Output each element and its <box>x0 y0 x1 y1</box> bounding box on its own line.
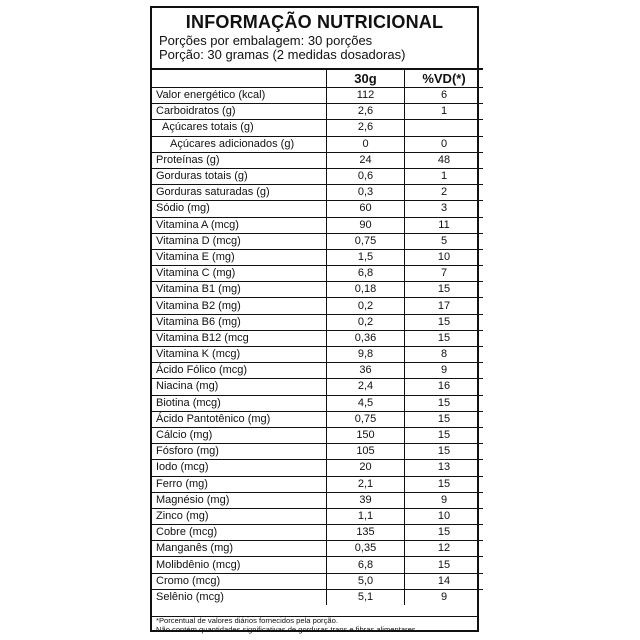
nutrient-name: Cromo (mcg) <box>152 573 327 589</box>
nutrient-amount: 0,36 <box>327 330 405 346</box>
nutrient-daily-value: 5 <box>405 233 484 249</box>
nutrient-daily-value: 48 <box>405 152 484 168</box>
nutrient-name: Iodo (mcg) <box>152 460 327 476</box>
nutrient-daily-value: 15 <box>405 411 484 427</box>
nutrient-name: Molibdênio (mcg) <box>152 557 327 573</box>
nutrient-amount: 0,2 <box>327 314 405 330</box>
table-row <box>152 104 483 120</box>
nutrient-daily-value: 6 <box>405 88 484 104</box>
nutrient-amount: 6,8 <box>327 557 405 573</box>
table-row <box>152 249 483 265</box>
nutrient-name: Valor energético (kcal) <box>152 88 327 104</box>
nutrient-amount: 6,8 <box>327 266 405 282</box>
table-row <box>152 217 483 233</box>
nutrient-amount: 2,6 <box>327 120 405 136</box>
table-row <box>152 136 483 152</box>
nutrient-amount: 0,75 <box>327 411 405 427</box>
nutrient-name: Vitamina C (mg) <box>152 266 327 282</box>
nutrition-facts-label <box>150 6 479 632</box>
table-row <box>152 476 483 492</box>
serving-size: Porção: 30 gramas (2 medidas dosadoras) <box>159 47 406 62</box>
nutrient-amount: 90 <box>327 217 405 233</box>
table-row <box>152 282 483 298</box>
nutrient-amount: 0,18 <box>327 282 405 298</box>
table-row <box>152 330 483 346</box>
table-row <box>152 492 483 508</box>
nutrient-amount: 2,4 <box>327 379 405 395</box>
nutrient-daily-value: 1 <box>405 168 484 184</box>
nutrient-name: Cobre (mcg) <box>152 525 327 541</box>
nutrient-amount: 105 <box>327 444 405 460</box>
nutrient-daily-value: 15 <box>405 314 484 330</box>
nutrient-daily-value: 15 <box>405 427 484 443</box>
nutrition-table <box>152 68 483 605</box>
nutrient-name: Vitamina A (mcg) <box>152 217 327 233</box>
nutrient-daily-value: 12 <box>405 541 484 557</box>
nutrient-name: Proteínas (g) <box>152 152 327 168</box>
header-amount: 30g <box>327 69 405 88</box>
nutrient-amount: 5,1 <box>327 589 405 605</box>
nutrient-amount: 150 <box>327 427 405 443</box>
nutrient-amount: 9,8 <box>327 347 405 363</box>
table-row <box>152 557 483 573</box>
table-row <box>152 201 483 217</box>
nutrient-name: Vitamina E (mg) <box>152 249 327 265</box>
nutrient-daily-value <box>405 120 484 136</box>
nutrient-daily-value: 8 <box>405 347 484 363</box>
nutrient-amount: 2,1 <box>327 476 405 492</box>
table-row <box>152 185 483 201</box>
nutrient-amount: 0,35 <box>327 541 405 557</box>
table-row <box>152 363 483 379</box>
nutrient-name: Vitamina B12 (mcg <box>152 330 327 346</box>
table-row <box>152 120 483 136</box>
nutrient-daily-value: 10 <box>405 249 484 265</box>
nutrient-daily-value: 15 <box>405 525 484 541</box>
table-row <box>152 314 483 330</box>
nutrient-name: Ácido Pantotênico (mg) <box>152 411 327 427</box>
nutrient-daily-value: 13 <box>405 460 484 476</box>
table-row <box>152 541 483 557</box>
nutrient-name: Selênio (mcg) <box>152 589 327 605</box>
table-row <box>152 589 483 605</box>
nutrient-amount: 5,0 <box>327 573 405 589</box>
table-row <box>152 298 483 314</box>
footnotes <box>152 616 477 634</box>
nutrient-daily-value: 2 <box>405 185 484 201</box>
nutrient-daily-value: 15 <box>405 395 484 411</box>
nutrient-name: Fósforo (mg) <box>152 444 327 460</box>
nutrient-name: Manganês (mg) <box>152 541 327 557</box>
nutrient-amount: 1,5 <box>327 249 405 265</box>
nutrient-amount: 0 <box>327 136 405 152</box>
nutrient-amount: 1,1 <box>327 508 405 524</box>
nutrient-daily-value: 1 <box>405 104 484 120</box>
nutrient-name: Magnésio (mg) <box>152 492 327 508</box>
table-row <box>152 88 483 104</box>
footnote-daily-value: *Porcentual de valores diários fornecidos pela porção. <box>156 616 338 625</box>
nutrient-name: Açúcares totais (g) <box>152 120 327 136</box>
nutrient-name: Gorduras saturadas (g) <box>152 185 327 201</box>
footnote-not-significant: Não contém quantidades significativas de gorduras trans e fibras alimentares. <box>156 624 418 634</box>
table-row <box>152 152 483 168</box>
nutrient-daily-value: 17 <box>405 298 484 314</box>
table-row <box>152 395 483 411</box>
nutrient-name: Vitamina D (mcg) <box>152 233 327 249</box>
nutrient-amount: 20 <box>327 460 405 476</box>
nutrient-name: Biotina (mcg) <box>152 395 327 411</box>
nutrient-amount: 0,6 <box>327 168 405 184</box>
nutrient-name: Carboidratos (g) <box>152 104 327 120</box>
table-row <box>152 347 483 363</box>
nutrient-amount: 135 <box>327 525 405 541</box>
nutrient-daily-value: 9 <box>405 589 484 605</box>
nutrient-name: Açúcares adicionados (g) <box>152 136 327 152</box>
table-row <box>152 444 483 460</box>
nutrient-daily-value: 15 <box>405 476 484 492</box>
nutrient-daily-value: 15 <box>405 557 484 573</box>
nutrient-amount: 4,5 <box>327 395 405 411</box>
nutrient-amount: 2,6 <box>327 104 405 120</box>
nutrient-name: Ácido Fólico (mcg) <box>152 363 327 379</box>
nutrient-daily-value: 14 <box>405 573 484 589</box>
label-title: INFORMAÇÃO NUTRICIONAL <box>185 12 444 32</box>
nutrient-name: Vitamina B1 (mg) <box>152 282 327 298</box>
nutrient-amount: 39 <box>327 492 405 508</box>
table-row <box>152 266 483 282</box>
nutrient-daily-value: 7 <box>405 266 484 282</box>
nutrient-amount: 24 <box>327 152 405 168</box>
nutrient-daily-value: 11 <box>405 217 484 233</box>
nutrient-daily-value: 9 <box>405 363 484 379</box>
table-row <box>152 168 483 184</box>
nutrient-name: Vitamina K (mcg) <box>152 347 327 363</box>
table-header-row <box>152 69 483 88</box>
nutrient-daily-value: 9 <box>405 492 484 508</box>
nutrient-daily-value: 0 <box>405 136 484 152</box>
table-row <box>152 233 483 249</box>
nutrient-daily-value: 15 <box>405 282 484 298</box>
header-nutrient <box>152 69 327 88</box>
table-row <box>152 525 483 541</box>
nutrient-amount: 0,3 <box>327 185 405 201</box>
nutrient-amount: 0,2 <box>327 298 405 314</box>
nutrient-amount: 0,75 <box>327 233 405 249</box>
servings-per-package: Porções por embalagem: 30 porções <box>159 33 373 48</box>
nutrient-name: Vitamina B2 (mg) <box>152 298 327 314</box>
nutrient-daily-value: 3 <box>405 201 484 217</box>
nutrient-name: Niacina (mg) <box>152 379 327 395</box>
nutrient-daily-value: 15 <box>405 330 484 346</box>
nutrient-daily-value: 15 <box>405 444 484 460</box>
nutrient-amount: 60 <box>327 201 405 217</box>
nutrient-daily-value: 16 <box>405 379 484 395</box>
nutrient-name: Cálcio (mg) <box>152 427 327 443</box>
nutrient-daily-value: 10 <box>405 508 484 524</box>
table-row <box>152 427 483 443</box>
table-row <box>152 573 483 589</box>
nutrient-name: Gorduras totais (g) <box>152 168 327 184</box>
table-row <box>152 411 483 427</box>
nutrient-name: Vitamina B6 (mg) <box>152 314 327 330</box>
table-row <box>152 460 483 476</box>
nutrient-name: Ferro (mg) <box>152 476 327 492</box>
nutrient-amount: 112 <box>327 88 405 104</box>
nutrient-amount: 36 <box>327 363 405 379</box>
nutrient-name: Sódio (mg) <box>152 201 327 217</box>
table-row <box>152 379 483 395</box>
table-row <box>152 508 483 524</box>
header-daily-value: %VD(*) <box>405 69 484 88</box>
nutrient-name: Zinco (mg) <box>152 508 327 524</box>
